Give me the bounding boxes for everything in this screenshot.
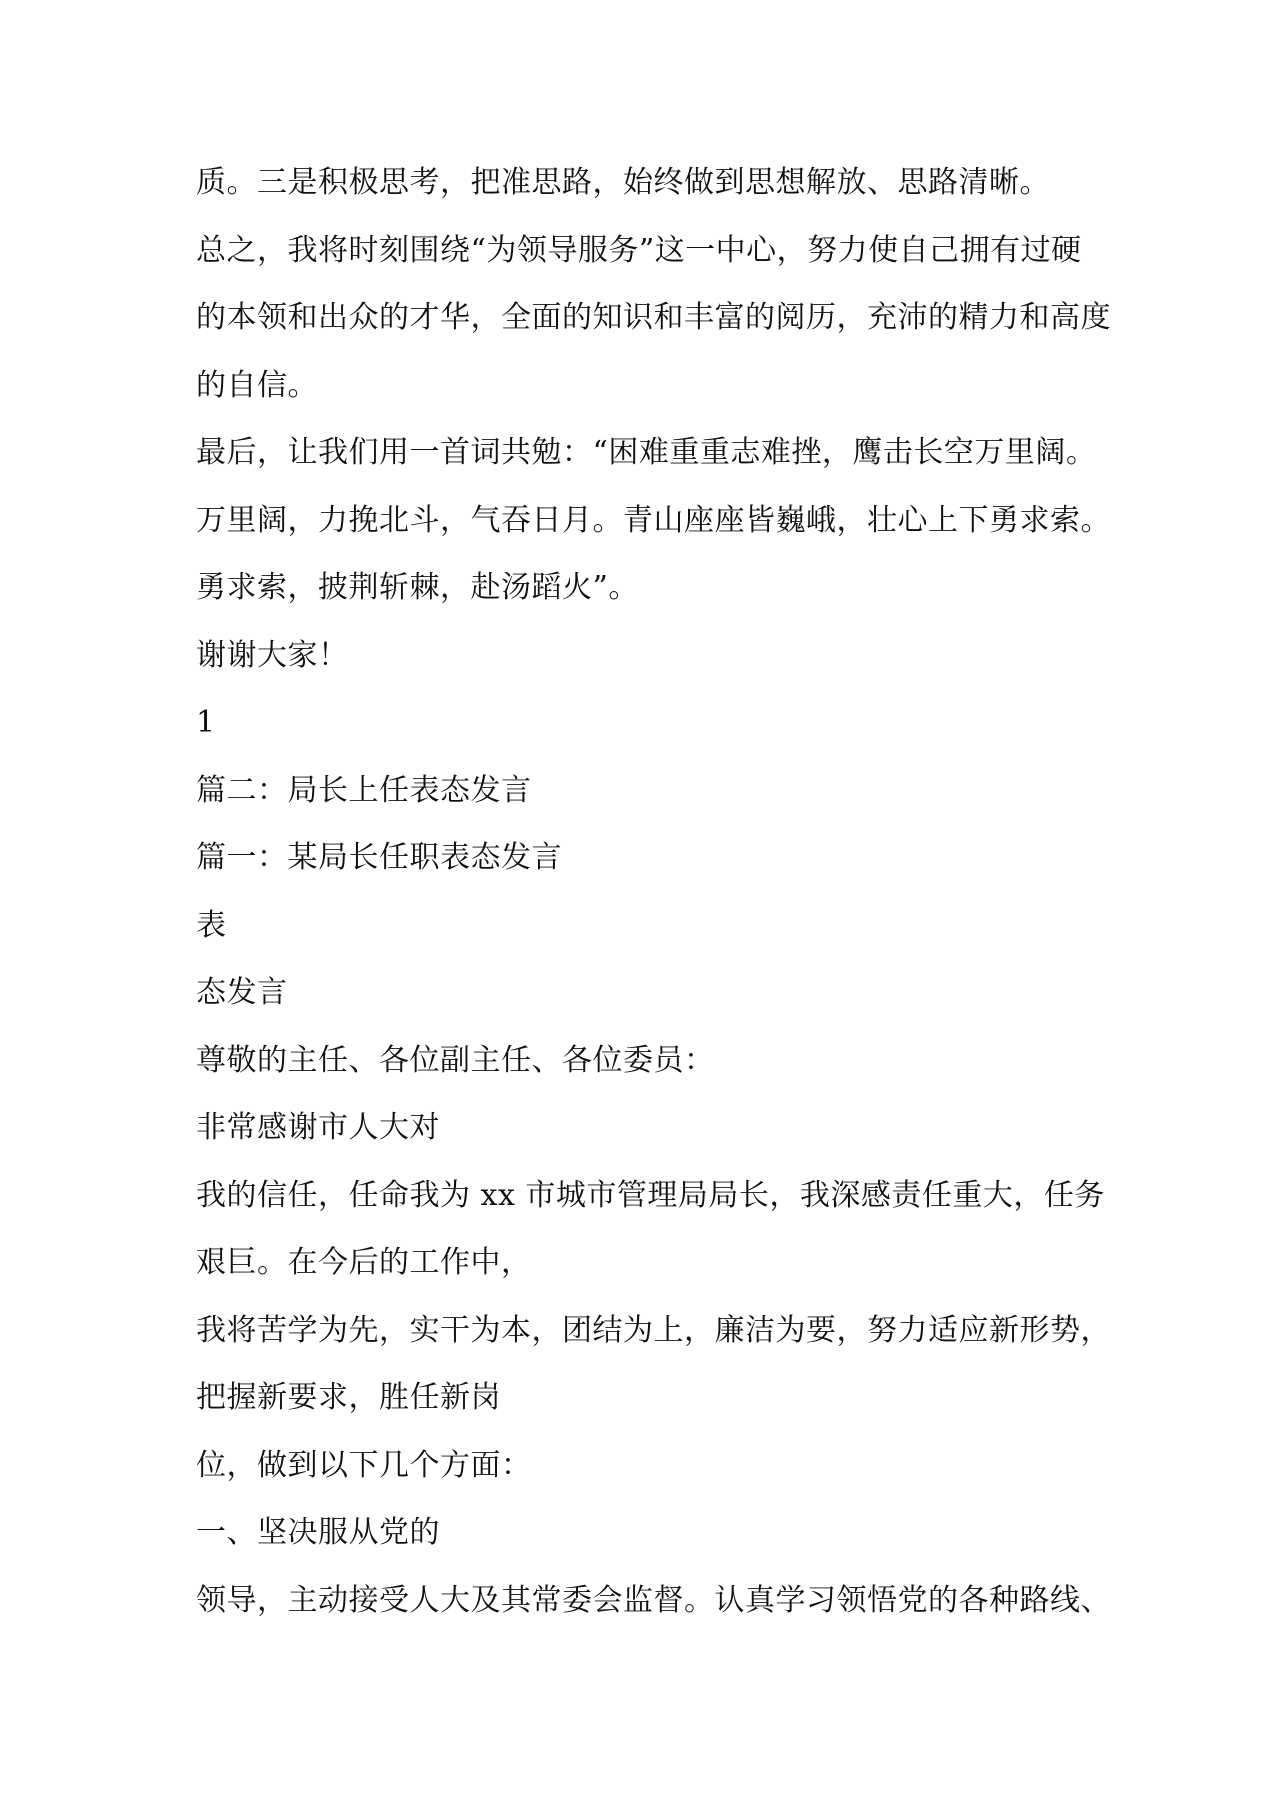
text-line: 位，做到以下几个方面：	[196, 1447, 532, 1483]
text-line: 我的信任，任命我为 xx 市城市管理局局长，我深感责任重大，任务	[196, 1177, 1105, 1213]
text-line: 谢谢大家！	[196, 637, 349, 673]
section-heading: 篇一：某局长任职表态发言	[196, 840, 562, 875]
text-line: 把握新要求，胜任新岗	[196, 1380, 501, 1415]
salutation: 尊敬的主任、各位副主任、各位委员：	[196, 1042, 715, 1078]
text-line: 一、坚决服从党的	[196, 1515, 440, 1550]
text-line: 的本领和出众的才华，全面的知识和丰富的阅历，充沛的精力和高度	[196, 300, 1111, 335]
text-line: 最后，让我们用一首词共勉：“困难重重志难挫，鹰击长空万里阔。	[196, 435, 1097, 470]
text-line: 的自信。	[196, 367, 318, 403]
text-line: 表	[196, 907, 227, 943]
text-line: 勇求索，披荆斩棘，赴汤蹈火”。	[196, 570, 639, 605]
text-line: 我将苦学为先，实干为本，团结为上，廉洁为要，努力适应新形势，	[196, 1312, 1111, 1348]
document-body	[196, 165, 1111, 1653]
text-line: 非常感谢市人大对	[196, 1110, 440, 1145]
text-line: 质。三是积极思考，把准思路，始终做到思想解放、思路清晰。	[196, 165, 1050, 200]
section-heading: 篇二：局长上任表态发言	[196, 772, 532, 808]
page-number: 1	[196, 705, 216, 740]
text-line: 态发言	[196, 975, 288, 1010]
text-line: 领导，主动接受人大及其常委会监督。认真学习领悟党的各种路线、	[196, 1582, 1111, 1618]
text-line: 万里阔，力挽北斗，气吞日月。青山座座皆巍峨，壮心上下勇求索。	[196, 502, 1111, 538]
text-line: 艰巨。在今后的工作中，	[196, 1245, 532, 1280]
text-line: 总之，我将时刻围绕“为领导服务”这一中心，努力使自己拥有过硬	[196, 232, 1082, 268]
